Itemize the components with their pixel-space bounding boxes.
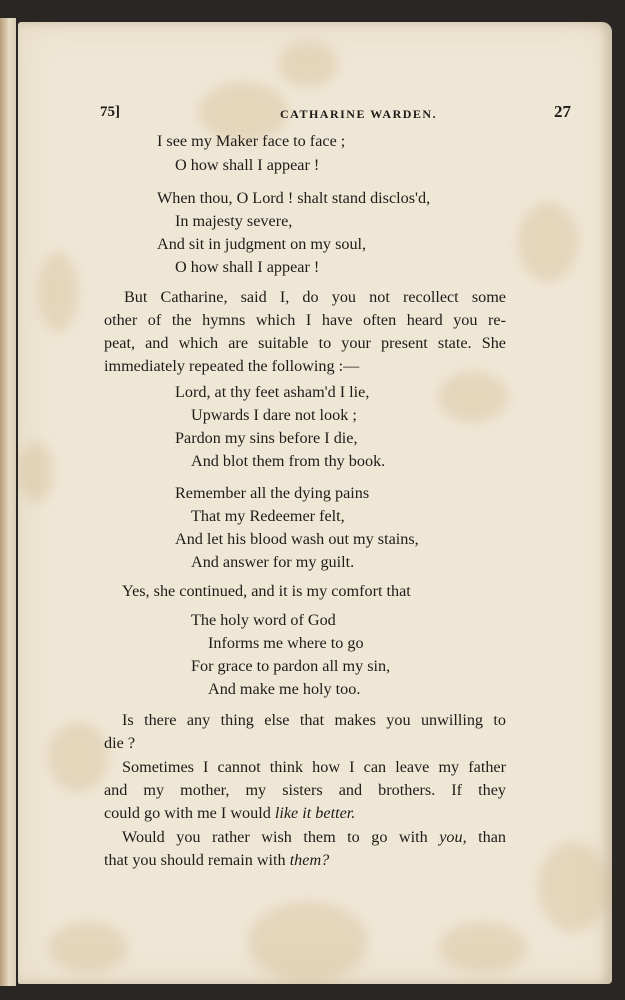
- verse-line: Informs me where to go: [208, 634, 364, 652]
- prose-line: [104, 803, 355, 823]
- verse-line: I see my Maker face to face ;: [157, 132, 346, 150]
- prose-line: and my mother, my sisters and brothers. If they: [104, 781, 506, 799]
- verse-line: Pardon my sins before I die,: [175, 429, 358, 447]
- signature-mark: 75]: [100, 104, 120, 120]
- italic-text: them?: [289, 851, 330, 869]
- prose-text: Would you rather wish them to go with: [122, 828, 428, 846]
- prose-line: But Catharine, said I, do you not recollect some: [124, 288, 506, 306]
- page-number: 27: [554, 102, 571, 121]
- verse-line: That my Redeemer felt,: [191, 507, 345, 525]
- italic-text: like it better.: [274, 804, 356, 822]
- running-title: CATHARINE WARDEN.: [280, 107, 438, 121]
- prose-line: peat, and which are suitable to your present state. She: [104, 334, 506, 352]
- verse-line: The holy word of God: [191, 611, 336, 629]
- verse-line: Upwards I dare not look ;: [191, 406, 357, 424]
- verse-line: Remember all the dying pains: [175, 484, 370, 502]
- prose-line: Sometimes I cannot think how I can leave my father: [122, 758, 506, 776]
- verse-line: And let his blood wash out my stains,: [175, 530, 419, 548]
- verse-line: O how shall I appear !: [175, 258, 320, 276]
- prose-line: [122, 827, 506, 847]
- prose-text: could go with me I would: [104, 804, 271, 822]
- verse-line: For grace to pardon all my sin,: [191, 657, 391, 675]
- verse-line: In majesty severe,: [175, 212, 293, 230]
- italic-text: you,: [439, 828, 467, 846]
- verse-line: And make me holy too.: [208, 680, 361, 698]
- prose-line: immediately repeated the following :—: [104, 357, 360, 375]
- prose-line: die ?: [104, 734, 136, 752]
- prose-line: [104, 850, 329, 870]
- prose-line: Is there any thing else that makes you unwilling to: [122, 711, 506, 729]
- verse-line: When thou, O Lord ! shalt stand disclos'd,: [157, 189, 431, 207]
- verse-line: O how shall I appear !: [175, 156, 320, 174]
- prose-text: than: [478, 828, 507, 846]
- verse-line: Lord, at thy feet asham'd I lie,: [175, 383, 370, 401]
- prose-text: that you should remain with: [104, 851, 286, 869]
- prose-line: other of the hymns which I have often heard you re-: [104, 311, 506, 329]
- verse-line: And answer for my guilt.: [191, 553, 355, 571]
- prose-line: Yes, she continued, and it is my comfort that: [122, 582, 411, 600]
- verse-line: And sit in judgment on my soul,: [157, 235, 367, 253]
- verse-line: And blot them from thy book.: [191, 452, 386, 470]
